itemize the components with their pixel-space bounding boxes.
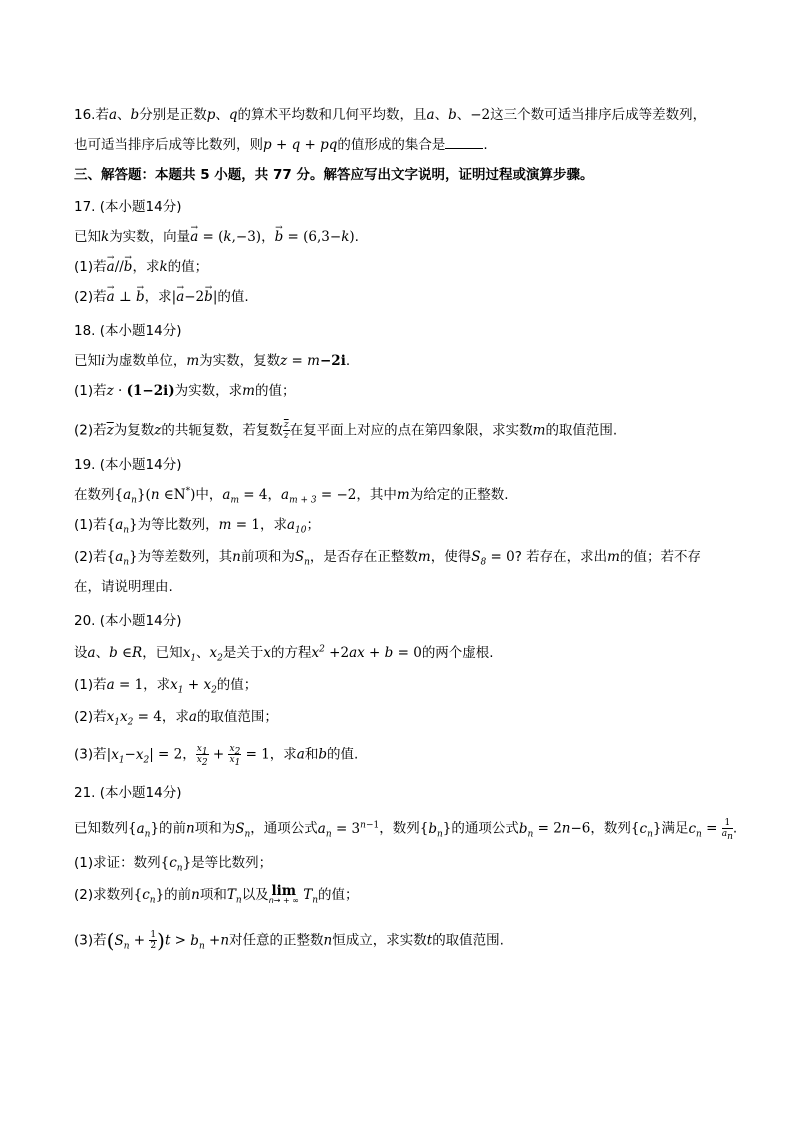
q19-stem: 在数列$\{a_n\}(n$ ∈N*)中，$a_m = 4$，$a_{m + 3} = -2$，其中m为给定的正整数. [74, 486, 509, 506]
q18-part-1: (1)若z · (1−2i)为实数，求m的值； [74, 383, 296, 399]
q21-part-1: (1)求证：数列$\{c_n\}$是等比数列； [74, 855, 273, 874]
q16-line-1: 16.若a、b分别是正数p、q的算术平均数和几何平均数，且a、b、−2这三个数可适当排序后成等差数列， [74, 107, 707, 123]
q17-header: 17. (本小题14分) [74, 199, 182, 215]
q21-part-3: (3)若($S_n$ + $\frac{1}{2}$ )$t > b_n +n$对任意的正整数n恒成立，求实数t的取值范围. [74, 928, 504, 953]
q20-stem: 设a、b ∈R，已知$x_1$、$x_2$是关于x的方程$x^2 +2ax + b = 0$的两个虚根. [74, 644, 494, 664]
q19-part-2: (2)若$\{a_n\}$为等差数列，其n前项和为$S_n$，是否存在正整数m，使得$S_8 = 0$? 若存在，求出m的值；若不存 [74, 549, 701, 568]
section-heading: 三、解答题：本题共 5 小题，共 77 分。解答应写出文字说明，证明过程或演算步骤。 [74, 167, 594, 183]
q18-stem: 已知i为虚数单位，m为实数，复数z = m−2i. [74, 353, 351, 369]
q18-header: 18. (本小题14分) [74, 323, 182, 339]
q20-header: 20. (本小题14分) [74, 613, 182, 629]
q21-part-2: (2)求数列$\{c_n\}$的前n项和$T_n$以及 lim n→ + ∞ $T_n$的值； [74, 883, 359, 906]
q21-header: 21. (本小题14分) [74, 785, 182, 801]
q20-part-1: (1)若a = 1，求$x_1 + x_2$的值； [74, 677, 258, 696]
q20-part-2: (2)若$x_1x_2 = 4$，求a的取值范围； [74, 709, 278, 728]
q19-header: 19. (本小题14分) [74, 457, 182, 473]
q21-stem: 已知数列$\{a_n\}$的前n项和为$S_n$，通项公式$a_n = 3^{n-1}$，数列$\{b_n\}$的通项公式$b_n = 2n-6$，数列$\{c_n\}$满足$c_n$ = $\frac{1}{a_n}$ . [74, 818, 738, 842]
q17-part-2: (2)若→ a ⊥ → b，求|→ a−2→ b|的值. [74, 288, 764, 306]
q16-line-2: 也可适当排序后成等比数列，则p + q + pq的值形成的集合是 . [74, 137, 488, 153]
q20-part-3: (3)若$|x_1-x_2| = 2$， $\frac{x_1}{x_2}$ + $\frac{x_2}{x_1}$ = 1，求a和b的值. [74, 744, 359, 768]
q17-part-1: (1)若→ a//→ b，求k的值； [74, 258, 764, 276]
q18-part-2: (2)若$\overline{z}$为复数z的共轭复数，若复数 $\frac{\overline{z}}{z}$ 在复平面上对应的点在第四象限，求实数m的取值范围. [74, 420, 618, 441]
answer-blank [445, 136, 483, 149]
q17-stem: 已知k为实数，向量→ a = (k,−3)，→ b = (6,3−k). [74, 228, 764, 246]
q19-part-1: (1)若$\{a_n\}$为等比数列，m = 1，求$a_{10}$； [74, 517, 320, 536]
q16-number: 16. [74, 107, 96, 123]
q19-part-2-line-2: 在，请说明理由. [74, 579, 173, 595]
